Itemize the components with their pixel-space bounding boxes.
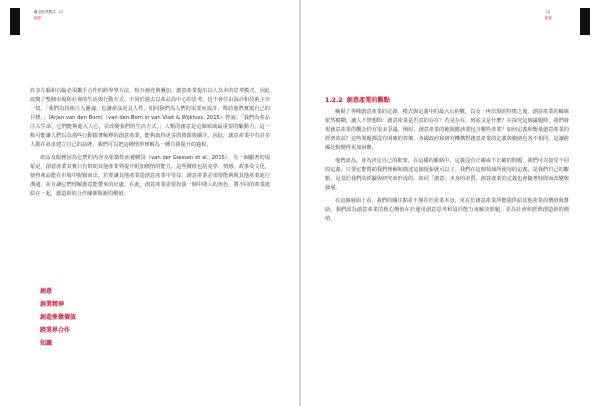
right-page: [301, 0, 600, 406]
running-head: [34, 9, 65, 21]
list-item: 跨業界合作: [40, 327, 71, 334]
paragraph: 他們認為，身為決定自己的框架，在這樣的脈絡中，定義沒有正確或不正確的問題，我們可以接受不同的定義，只要它能幫助我們理解和描述這個現象就可以了。我們在這個領域所使用的定義，是我們自己的觀點，是基於我們的經驗與研究而形成的。如同「創意」本身的本質，創意產業的定義也會隨著時間而改變與發展。: [325, 158, 569, 191]
section-number: 1.2.2: [325, 97, 343, 104]
section-heading: [325, 95, 390, 104]
running-head-page-number: 23: [545, 10, 550, 14]
list-item: 創業精神: [40, 301, 65, 308]
body-text: [325, 108, 569, 228]
running-head-chapter: 創意: [34, 16, 42, 20]
section-title: 創意產業的觀點: [346, 97, 390, 104]
running-head: [543, 9, 552, 21]
left-page: [0, 0, 299, 406]
list-item: 創意: [40, 288, 53, 295]
running-head-chapter: 創意: [544, 16, 552, 20]
paragraph: 在這個層面上看，我們的關注點並不僅在於產業本身，更在於創意產業所能提供給其他產業的價值與幫助。我們認為創意產業的核心價值在於運用創意思考和設計能力來解決問題，並為社會和經濟創造新的價值。: [325, 198, 569, 222]
running-head-book-title: 概念思考模式: [34, 10, 56, 14]
page-marker-bar: [580, 8, 590, 35]
keyword-list: [40, 285, 76, 350]
list-item: 知識: [40, 340, 53, 347]
list-item: 創造象徵價值: [40, 314, 77, 321]
paragraph: 檢視了各種創意產業的定義，模式與定義中的最大公約數，以及一再出現的特徵之後，創意產業的輪廓依然模糊，讓人不禁想問：創意產業是否真的存在？若是存在，到底又是什麼？在探究這個議題時，我們發現創意產業的概念仍有很多爭議。例如，創意產業的範圍應該要包含哪些產業？如何定義和衡量創意產業的經濟效益？這些問題都沒有明確的答案。各國政府和研究機構對創意產業的定義與範圍也各不相同，這讓跨國比較變得更加困難。: [325, 109, 569, 151]
page-marker-bar: [10, 8, 20, 35]
paragraph: 許多左腦和右腦必須攜手合作的跨界界方法，相互補充與疊加。創意產業提出以人為本的思考模式，因此改變了整個市場和社會的生活與行動方式。不同於過去以產品為中心的思考，也不會任由設計和技術主宰一切。「我們為技術注入靈魂，也讓產品更具人性。如同我們為人們的需要而設計，幫助他們實現自己的目標。」(Arjan van den Born)（van den Born in van Vliet & Wijkhuis, 2015）曾說：「我們為產品注入生命，它們能夠進入人心，並改變我們的生活方式。」人類的創意是這個領域最重要的驅動力，這一點可能讓人們以為那些行動跟著解釋的創意產業，能夠取得更多的資源與關注。因此，創意產業中有許多人都在尋求建立自己的品牌，我們可以把這種情形理解為一種自我提升的過程。: [30, 88, 270, 148]
paragraph: 產品及服務因為它們的內容及象徵性而被購買（van der Giessen et al., 2015），另一個顯著的現象是，創意產業其實只有幫助其他產業界提升附加價值的能力。這些價值包括美學、情感、故事及文化，使得產品能在市場中脫穎而出。若要讓其他產業從創意產業中受益，創意產業必須要能夠與其他產業進行溝通，並且讓它們理解創意能帶來的好處。在此，創意產業需要扮演一個中間人的角色，將不同的產業連結在一起，創造新的合作關係與新的價值。: [30, 155, 270, 197]
running-head-page-number: 22: [58, 10, 64, 14]
body-text: [30, 87, 270, 203]
